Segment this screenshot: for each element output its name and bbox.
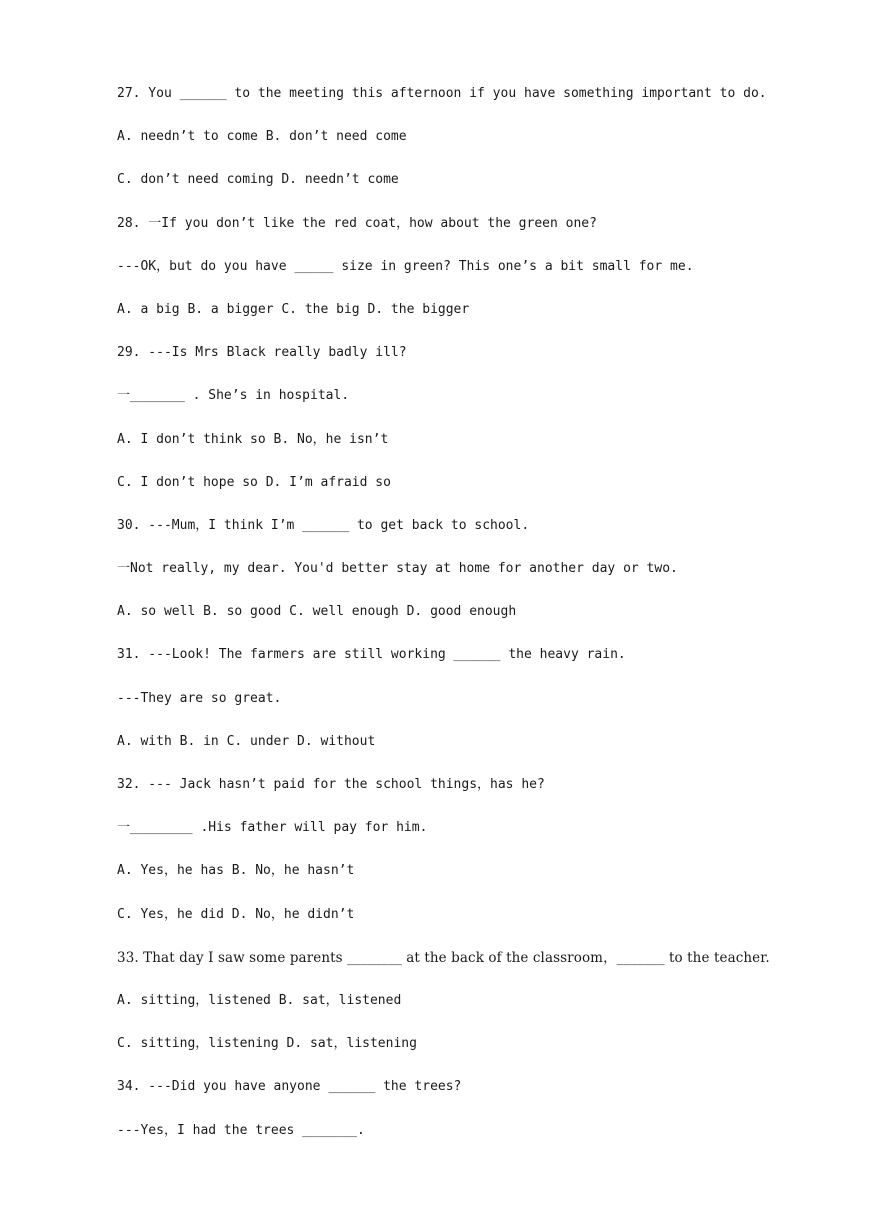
question-33-options-ab: A. sitting，listened B. sat，listened [117,992,402,1008]
question-list [117,83,849,1163]
question-30-stem: 30. ---Mum，I think I’m ______ to get back to school. [117,517,530,533]
question-29-stem: 29. ---Is Mrs Black really badly ill? [117,345,407,361]
question-27-stem: 27. You ______ to the meeting this afternoon if you have something important to do. [117,86,767,101]
question-32-options-cd: C. Yes，he did D. No，he didn’t [117,906,355,922]
question-29-options-ab: A. I don’t think so B. No，he isn’t [117,431,389,447]
question-31-options: A. with B. in C. under D. without [117,733,376,749]
question-34-stem: 34. ---Did you have anyone ______ the trees? [117,1079,462,1095]
question-29-dialogue: 一_______ . She’s in hospital. [117,388,350,404]
question-33-options-cd: C. sitting，listening D. sat，listening [117,1036,417,1052]
question-28-dialogue: ---OK，but do you have _____ size in green? This one’s a bit small for me. [117,258,694,274]
question-32-dialogue: 一________ .His father will pay for him. [117,820,428,836]
question-31-stem: 31. ---Look! The farmers are still working ______ the heavy rain. [117,647,626,663]
question-32-stem: 32. --- Jack hasn’t paid for the school things，has he? [117,777,545,792]
question-28-stem: 28. 一If you don’t like the red coat，how about the green one? [117,215,597,231]
question-27-options-cd: C. don’t need coming D. needn’t come [117,172,399,188]
question-34-dialogue: ---Yes，I had the trees _______. [117,1122,365,1138]
question-27-options-ab: A. needn’t to come B. don’t need come [117,129,407,145]
question-30-dialogue: 一Not really, my dear. You'd better stay at home for another day or two. [117,561,678,577]
question-28-options: A. a big B. a bigger C. the big D. the bigger [117,301,470,317]
question-29-options-cd: C. I don’t hope so D. I’m afraid so [117,474,391,490]
question-31-dialogue: ---They are so great. [117,690,282,706]
question-33-stem: 33. That day I saw some parents ________ at the back of the classroom，_______ to the teacher. [117,949,770,966]
question-32-options-ab: A. Yes，he has B. No，he hasn’t [117,863,355,879]
question-30-options: A. so well B. so good C. well enough D. good enough [117,604,517,620]
